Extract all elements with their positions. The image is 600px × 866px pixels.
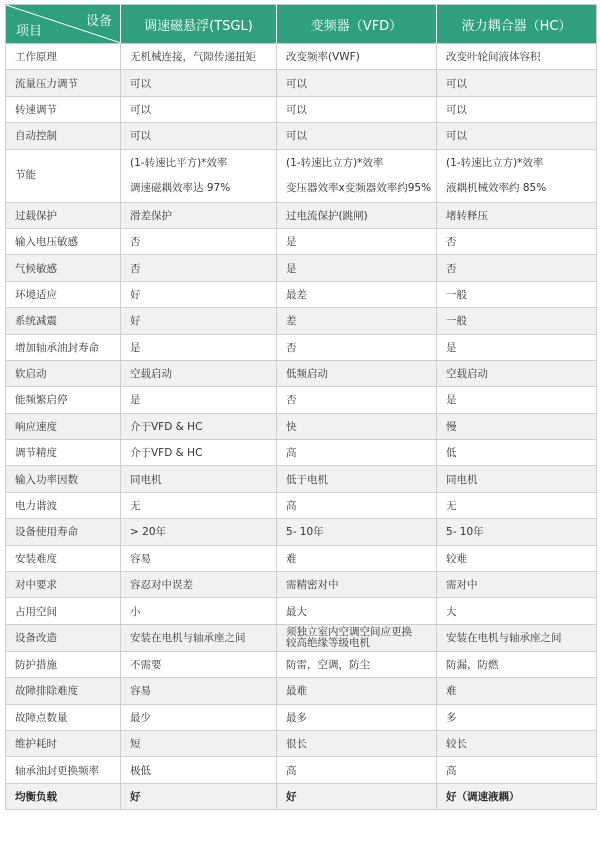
row-item: 轴承油封更换频率: [6, 757, 121, 783]
table-row: [6, 678, 597, 704]
cell-tsgl: 安装在电机与轴承座之间: [121, 624, 277, 651]
row-item: 设备改造: [6, 624, 121, 651]
cell-vfd: 好: [277, 783, 437, 809]
table-row: [6, 149, 597, 202]
cell-vfd: [277, 624, 437, 651]
table-row: [6, 598, 597, 624]
table-row: [6, 704, 597, 730]
cell-hc: 空载启动: [437, 360, 597, 386]
row-item: 节能: [6, 149, 121, 202]
cell-hc: 一般: [437, 281, 597, 307]
table-row: [6, 413, 597, 439]
table-row: [6, 651, 597, 677]
cell-tsgl: 可以: [121, 123, 277, 149]
row-item: 维护耗时: [6, 730, 121, 756]
cell-vfd: 高: [277, 440, 437, 466]
cell-tsgl: 容易: [121, 545, 277, 571]
cell-hc: 好（调速液耦）: [437, 783, 597, 809]
cell-tsgl: 好: [121, 783, 277, 809]
row-item: 环境适应: [6, 281, 121, 307]
row-item: 转速调节: [6, 96, 121, 122]
cell-line: 液耦机械效率约 85%: [446, 181, 547, 194]
cell-tsgl: 否: [121, 255, 277, 281]
table-row: [6, 757, 597, 783]
cell-vfd: 是: [277, 228, 437, 254]
cell-tsgl: 短: [121, 730, 277, 756]
cell-vfd: 低于电机: [277, 466, 437, 492]
row-item: 对中要求: [6, 572, 121, 598]
table-row: [6, 783, 597, 809]
row-item: 防护措施: [6, 651, 121, 677]
row-item: 均衡负载: [6, 783, 121, 809]
table-row: [6, 255, 597, 281]
cell-line: (1-转速比立方)*效率: [446, 156, 544, 169]
table-row: [6, 281, 597, 307]
cell-tsgl: 可以: [121, 96, 277, 122]
cell-line: (1-转速比立方)*效率: [286, 156, 384, 169]
cell-hc: 较难: [437, 545, 597, 571]
cell-hc: 同电机: [437, 466, 597, 492]
row-item: 流量压力调节: [6, 70, 121, 96]
table-row: [6, 572, 597, 598]
cell-vfd: 可以: [277, 123, 437, 149]
cell-hc: 低: [437, 440, 597, 466]
row-item: 响应速度: [6, 413, 121, 439]
table-row: [6, 308, 597, 334]
cell-tsgl: 不需要: [121, 651, 277, 677]
cell-vfd: 否: [277, 334, 437, 360]
row-item: 工作原理: [6, 44, 121, 70]
cell-hc: 是: [437, 334, 597, 360]
row-item: 调节精度: [6, 440, 121, 466]
cell-tsgl: 空载启动: [121, 360, 277, 386]
cell-hc: 多: [437, 704, 597, 730]
cell-tsgl: 是: [121, 387, 277, 413]
cell-vfd: 很长: [277, 730, 437, 756]
cell-vfd: [277, 149, 437, 202]
table-row: [6, 492, 597, 518]
cell-hc: 是: [437, 387, 597, 413]
table-row: [6, 440, 597, 466]
cell-vfd: 5- 10年: [277, 519, 437, 545]
cell-vfd: 需精密对中: [277, 572, 437, 598]
row-item: 自动控制: [6, 123, 121, 149]
row-item: 故障点数量: [6, 704, 121, 730]
cell-tsgl: > 20年: [121, 519, 277, 545]
table-row: [6, 730, 597, 756]
row-item: 增加轴承油封寿命: [6, 334, 121, 360]
cell-tsgl: 否: [121, 228, 277, 254]
cell-tsgl: 滑差保护: [121, 202, 277, 228]
cell-tsgl: [121, 149, 277, 202]
row-item: 安装难度: [6, 545, 121, 571]
cell-hc: [437, 149, 597, 202]
table-row: [6, 70, 597, 96]
cell-hc: 5- 10年: [437, 519, 597, 545]
table-row: [6, 624, 597, 651]
row-item: 故障排除难度: [6, 678, 121, 704]
row-item: 输入功率因数: [6, 466, 121, 492]
table-row: [6, 519, 597, 545]
cell-hc: 可以: [437, 70, 597, 96]
cell-tsgl: 极低: [121, 757, 277, 783]
table-row: [6, 228, 597, 254]
cell-hc: 需对中: [437, 572, 597, 598]
table-row: [6, 387, 597, 413]
table-row: [6, 96, 597, 122]
cell-tsgl: 可以: [121, 70, 277, 96]
table-row: [6, 44, 597, 70]
cell-tsgl: 容易: [121, 678, 277, 704]
cell-hc: 安装在电机与轴承座之间: [437, 624, 597, 651]
cell-tsgl: 是: [121, 334, 277, 360]
cell-tsgl: 最少: [121, 704, 277, 730]
corner-header-cell: [6, 5, 121, 44]
row-item: 输入电压敏感: [6, 228, 121, 254]
cell-tsgl: 小: [121, 598, 277, 624]
cell-hc: 较长: [437, 730, 597, 756]
cell-vfd: 差: [277, 308, 437, 334]
cell-vfd: 高: [277, 757, 437, 783]
cell-tsgl: 介于VFD & HC: [121, 440, 277, 466]
cell-tsgl: 同电机: [121, 466, 277, 492]
cell-line: (1-转速比平方)*效率: [130, 156, 228, 169]
column-header-vfd: 变频器（VFD）: [277, 5, 437, 44]
cell-hc: 大: [437, 598, 597, 624]
corner-label-device: 设备: [85, 14, 112, 29]
row-item: 系统减震: [6, 308, 121, 334]
cell-vfd: 最难: [277, 678, 437, 704]
row-item: 过载保护: [6, 202, 121, 228]
cell-hc: 难: [437, 678, 597, 704]
cell-vfd: 最差: [277, 281, 437, 307]
table-row: [6, 466, 597, 492]
cell-vfd: 低频启动: [277, 360, 437, 386]
cell-line: 须独立室内空调空间应更换: [286, 625, 412, 638]
table-row: [6, 334, 597, 360]
cell-line: 变压器效率x变频器效率约95%: [286, 181, 432, 194]
cell-vfd: 可以: [277, 70, 437, 96]
column-header-tsgl: 调速磁悬浮(TSGL): [121, 5, 277, 44]
row-item: 设备使用寿命: [6, 519, 121, 545]
cell-line: 调速磁耦效率达 97%: [130, 181, 231, 194]
comparison-table-wrapper: [5, 4, 596, 810]
cell-hc: 无: [437, 492, 597, 518]
cell-vfd: 最大: [277, 598, 437, 624]
cell-hc: 防漏，防燃: [437, 651, 597, 677]
cell-vfd: 难: [277, 545, 437, 571]
header-row: [6, 5, 597, 44]
cell-tsgl: 介于VFD & HC: [121, 413, 277, 439]
cell-hc: 一般: [437, 308, 597, 334]
comparison-table: [5, 4, 597, 810]
cell-tsgl: 好: [121, 281, 277, 307]
cell-hc: 可以: [437, 96, 597, 122]
table-row: [6, 202, 597, 228]
cell-vfd: 否: [277, 387, 437, 413]
row-item: 能频繁启停: [6, 387, 121, 413]
row-item: 软启动: [6, 360, 121, 386]
corner-label-item: 项目: [16, 24, 43, 39]
cell-hc: 改变叶轮间液体容积: [437, 44, 597, 70]
cell-vfd: 快: [277, 413, 437, 439]
cell-vfd: 过电流保护(跳闸): [277, 202, 437, 228]
row-item: 气候敏感: [6, 255, 121, 281]
row-item: 占用空间: [6, 598, 121, 624]
cell-tsgl: 无机械连接，气隙传递扭矩: [121, 44, 277, 70]
cell-vfd: 是: [277, 255, 437, 281]
column-header-hc: 液力耦合器（HC）: [437, 5, 597, 44]
cell-hc: 否: [437, 228, 597, 254]
table-row: [6, 123, 597, 149]
table-row: [6, 360, 597, 386]
cell-hc: 慢: [437, 413, 597, 439]
cell-tsgl: 无: [121, 492, 277, 518]
cell-hc: 否: [437, 255, 597, 281]
cell-vfd: 防雷，空调，防尘: [277, 651, 437, 677]
cell-hc: 可以: [437, 123, 597, 149]
cell-hc: 堵转释压: [437, 202, 597, 228]
table-row: [6, 545, 597, 571]
cell-vfd: 改变频率(VWF): [277, 44, 437, 70]
cell-tsgl: 好: [121, 308, 277, 334]
row-item: 电力谐波: [6, 492, 121, 518]
cell-hc: 高: [437, 757, 597, 783]
cell-tsgl: 容忍对中误差: [121, 572, 277, 598]
cell-vfd: 高: [277, 492, 437, 518]
cell-vfd: 可以: [277, 96, 437, 122]
cell-vfd: 最多: [277, 704, 437, 730]
cell-line: 较高绝缘等级电机: [286, 636, 370, 649]
